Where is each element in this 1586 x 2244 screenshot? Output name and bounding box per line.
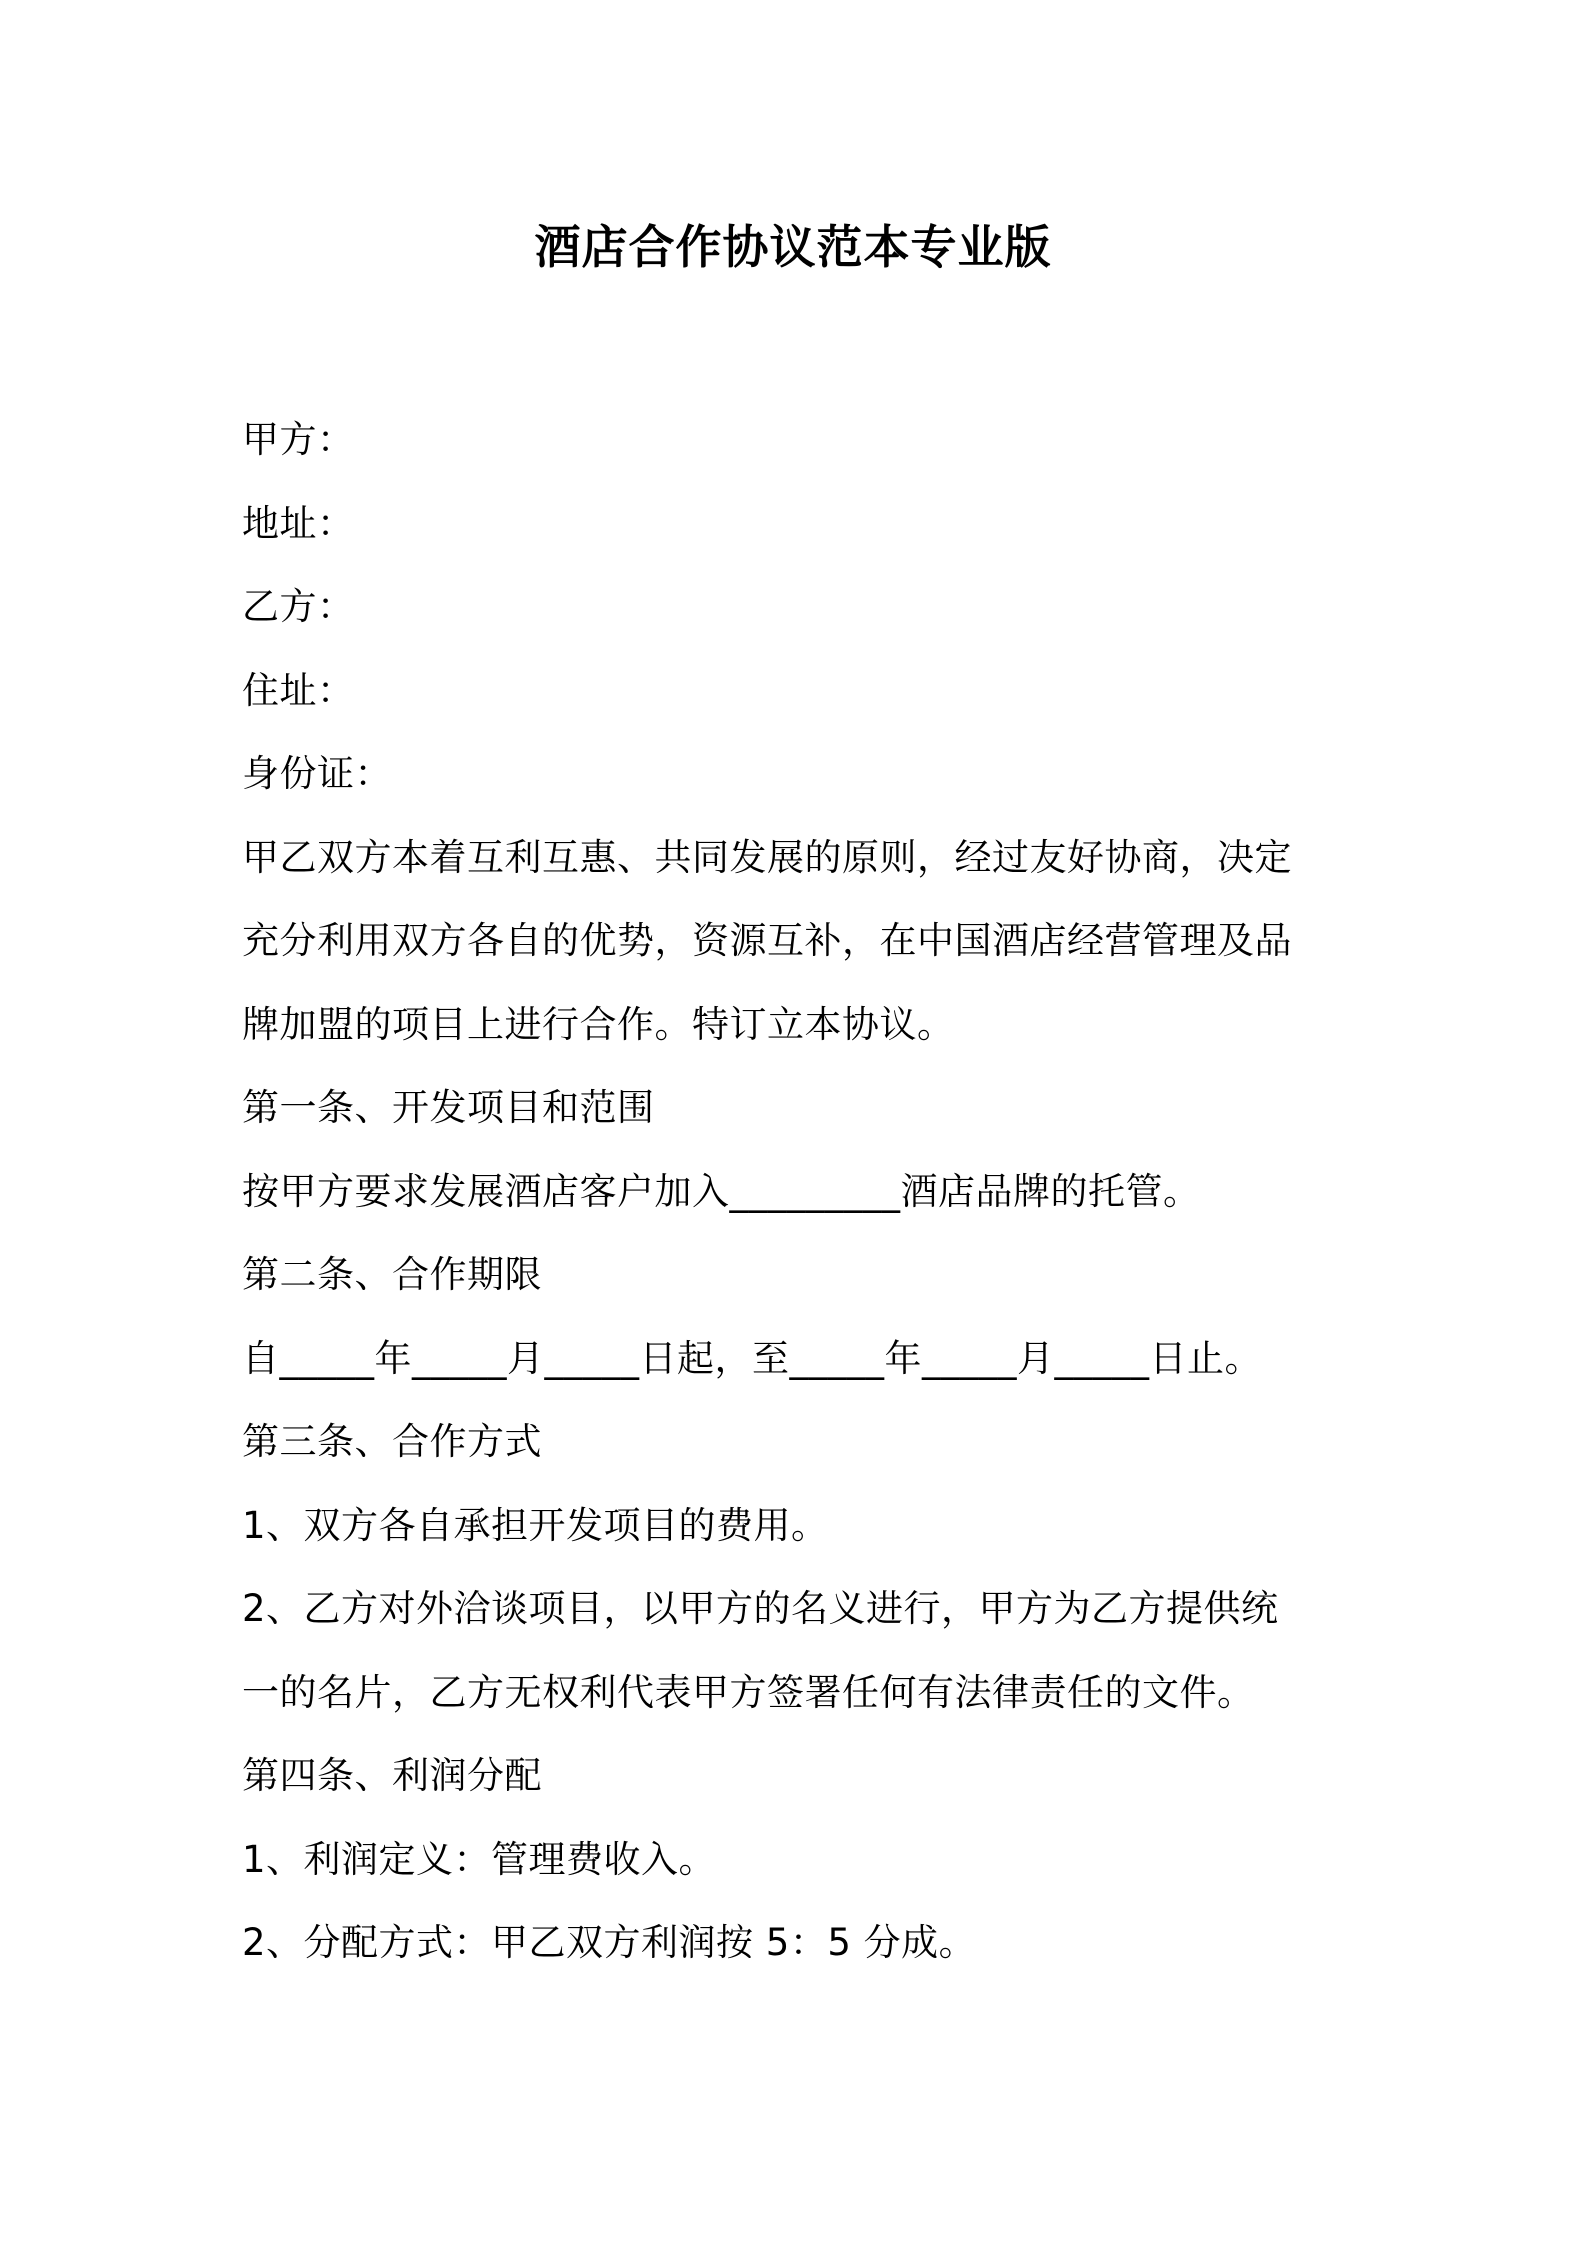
article2-heading: 第二条、合作期限 [242, 1253, 542, 1296]
document-body [242, 398, 1392, 1985]
preamble-line: 甲乙双方本着互利互惠、共同发展的原则，经过友好协商，决定 [242, 835, 1292, 879]
party-b-label: 乙方： [242, 585, 355, 628]
party-a-label: 甲方： [242, 418, 355, 461]
preamble-line: 牌加盟的项目上进行合作。特订立本协议。 [242, 1002, 955, 1046]
article3-item2-line: 2、乙方对外洽谈项目，以甲方的名义进行，甲方为乙方提供统 [242, 1587, 1279, 1630]
party-b-id-label: 身份证： [242, 752, 392, 795]
article1-heading: 第一条、开发项目和范围 [242, 1086, 655, 1129]
article4-heading: 第四条、利润分配 [242, 1754, 542, 1797]
article4-item2: 2、分配方式：甲乙双方利润按 5：5 分成。 [242, 1921, 977, 1964]
article1-text: 按甲方要求发展酒店客户加入_________酒店品牌的托管。 [242, 1169, 1201, 1213]
article3-item2-line: 一的名片，乙方无权利代表甲方签署任何有法律责任的文件。 [242, 1670, 1255, 1714]
preamble-line: 充分利用双方各自的优势，资源互补，在中国酒店经营管理及品 [242, 919, 1292, 962]
article3-item1: 1、双方各自承担开发项目的费用。 [242, 1503, 829, 1547]
article3-heading: 第三条、合作方式 [242, 1420, 542, 1463]
article4-item1: 1、利润定义：管理费收入。 [242, 1837, 717, 1881]
party-b-address-label: 住址： [242, 668, 355, 712]
article2-text: 自_____年_____月_____日起，至_____年_____月_____日止。 [242, 1336, 1262, 1380]
party-a-address-label: 地址： [242, 501, 355, 545]
document-title: 酒店合作协议范本专业版 [534, 220, 1052, 274]
